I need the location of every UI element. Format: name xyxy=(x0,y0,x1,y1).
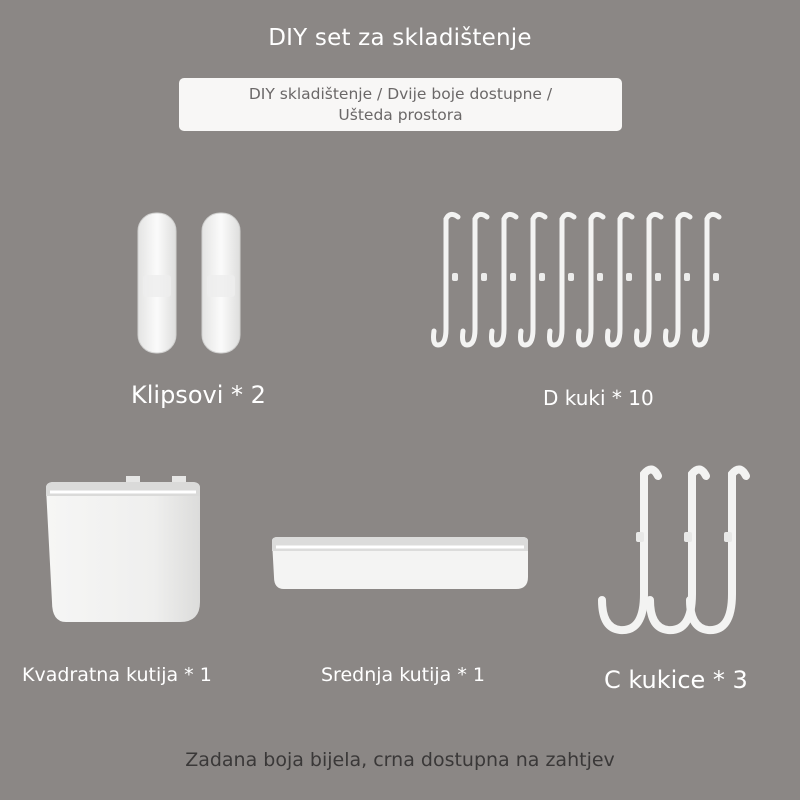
c-hooks-label: C kukice * 3 xyxy=(604,666,748,694)
clips-image xyxy=(130,205,250,365)
d-hooks-label: D kuki * 10 xyxy=(543,386,654,410)
square-box-label: Kvadratna kutija * 1 xyxy=(22,664,212,686)
footer-note: Zadana boja bijela, crna dostupna na zahtjev xyxy=(185,749,615,771)
d-hooks-image xyxy=(430,205,740,350)
feature-banner xyxy=(179,78,622,131)
clips-label: Klipsovi * 2 xyxy=(131,381,266,409)
page-title: DIY set za skladištenje xyxy=(268,25,532,51)
medium-box-image xyxy=(270,533,532,593)
feature-line-1: DIY skladištenje / Dvije boje dostupne / xyxy=(248,84,553,103)
square-box-image xyxy=(44,474,202,626)
feature-line-2: Ušteda prostora xyxy=(338,105,463,124)
medium-box-label: Srednja kutija * 1 xyxy=(321,664,485,686)
c-hooks-image xyxy=(596,458,756,643)
